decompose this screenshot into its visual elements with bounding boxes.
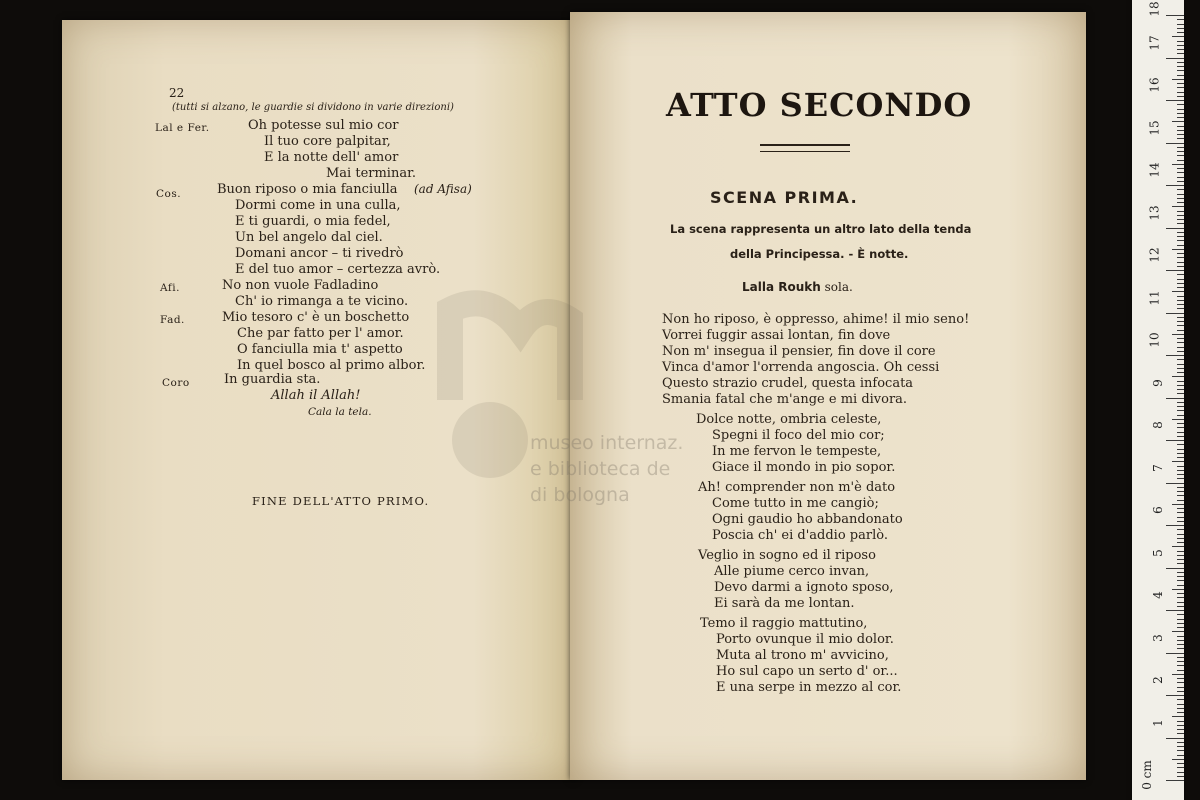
ruler-label: 8 [1151,421,1166,429]
ruler-label: 2 [1151,676,1166,684]
verse-line: Il tuo core palpitar, [264,134,391,149]
verse-line: Mai terminar. [326,166,417,181]
verse-line: No non vuole Fadladino [222,278,379,293]
verse-line: Alle piume cerco invan, [714,564,870,579]
ruler-tick [1177,321,1184,322]
page-number: 22 [169,86,185,100]
ruler-tick [1177,563,1184,564]
ruler-tick [1177,325,1184,326]
ruler-tick [1177,317,1184,318]
ruler-tick [1177,160,1184,161]
ruler-tick [1177,687,1184,688]
ruler-tick [1172,249,1184,250]
ruler-tick [1177,351,1184,352]
ruler-tick [1172,589,1184,590]
ruler-tick [1177,19,1184,20]
watermark-text: e biblioteca de [530,458,671,480]
ruler-tick [1177,338,1184,339]
ruler-tick [1177,109,1184,110]
ruler-tick [1177,53,1184,54]
ruler-tick [1177,478,1184,479]
ruler-tick [1177,619,1184,620]
ruler-tick [1177,262,1184,263]
ruler-tick [1177,211,1184,212]
ruler-tick [1177,96,1184,97]
ruler-tick [1172,546,1184,547]
ruler-tick [1177,202,1184,203]
ruler-tick [1166,270,1184,271]
speaker-label: Afi. [160,282,180,294]
ruler-tick [1177,487,1184,488]
ruler-tick [1172,716,1184,717]
ruler-tick [1177,534,1184,535]
ruler-tick [1177,181,1184,182]
scene-title: SCENA PRIMA. [710,188,859,207]
ruler-tick [1177,712,1184,713]
ruler-tick [1177,364,1184,365]
ruler-tick [1177,236,1184,237]
ruler-tick [1177,274,1184,275]
ruler-tick [1177,636,1184,637]
ruler-tick [1177,70,1184,71]
watermark-text: di bologna [530,484,630,506]
character-note: sola. [824,280,853,294]
ruler-tick [1177,657,1184,658]
ruler-tick [1177,453,1184,454]
ruler-tick [1177,474,1184,475]
ruler-tick [1177,296,1184,297]
ruler-tick [1177,223,1184,224]
stage-aside: (ad Afisa) [414,182,472,196]
ruler-tick [1177,279,1184,280]
measuring-ruler [1132,0,1184,800]
ruler-tick [1177,572,1184,573]
ruler-tick [1177,444,1184,445]
ruler-tick [1166,610,1184,611]
ruler-tick [1166,483,1184,484]
speaker-label: Coro [162,377,190,389]
ruler-tick [1177,665,1184,666]
ruler-tick [1172,291,1184,292]
ruler-tick [1177,767,1184,768]
ruler-tick [1177,427,1184,428]
verse-line: Porto ovunque il mio dolor. [716,632,894,647]
ruler-tick [1172,504,1184,505]
ruler-tick [1177,66,1184,67]
ruler-tick [1172,206,1184,207]
ruler-tick [1177,449,1184,450]
ruler-tick [1172,631,1184,632]
ruler-label: 18 [1147,1,1162,17]
verse-line: Non ho riposo, è oppresso, ahime! il mio seno! [662,312,970,327]
ruler-tick [1177,147,1184,148]
ruler-tick [1177,402,1184,403]
ruler-label: 13 [1147,204,1162,221]
ruler-label: 11 [1147,289,1162,306]
ruler-tick [1177,593,1184,594]
ruler-tick [1172,164,1184,165]
verse-line: Mio tesoro c' è un boschetto [222,310,410,325]
verse-line: Allah il Allah! [271,388,361,403]
ruler-tick [1177,168,1184,169]
ruler-tick [1177,708,1184,709]
ruler-tick [1166,100,1184,101]
ruler-tick [1177,393,1184,394]
verse-line: Vorrei fuggir assai lontan, fin dove [662,328,891,343]
verse-line: Dormi come in una culla, [235,198,401,213]
ruler-tick [1177,614,1184,615]
scene-description: La scena rappresenta un altro lato della tenda [670,222,972,236]
ruler-tick [1177,415,1184,416]
speaker-label: Fad. [160,314,185,326]
speaker-label: Lal e Fer. [155,122,210,134]
ruler-tick [1177,117,1184,118]
ruler-tick [1172,79,1184,80]
ruler-tick [1177,389,1184,390]
ruler-tick [1172,461,1184,462]
ruler-tick [1177,359,1184,360]
ruler-label: 12 [1147,247,1162,263]
ruler-tick [1166,525,1184,526]
ruler-label: 15 [1147,119,1162,136]
ruler-tick [1177,521,1184,522]
right-page [570,12,1086,780]
ruler-tick [1177,372,1184,373]
ruler-tick [1166,313,1184,314]
verse-line: E la notte dell' amor [264,150,399,165]
scene-description: della Principessa. - È notte. [730,247,909,261]
ruler-tick [1177,304,1184,305]
ruler-tick [1177,49,1184,50]
ruler-tick [1166,738,1184,739]
verse-line: Questo strazio crudel, questa infocata [662,376,914,391]
ruler-tick [1177,104,1184,105]
watermark-text: museo internaz. [530,432,684,454]
ruler-tick [1177,87,1184,88]
ruler-tick [1177,330,1184,331]
ruler-tick [1166,653,1184,654]
verse-line: Smania fatal che m'ange e mi divora. [662,392,908,407]
ruler-tick [1177,198,1184,199]
ruler-label: 4 [1151,591,1166,599]
ruler-tick [1177,257,1184,258]
ruler-tick [1166,695,1184,696]
ruler-tick [1177,385,1184,386]
ruler-tick [1177,495,1184,496]
ruler-tick [1177,517,1184,518]
ruler-tick [1166,228,1184,229]
ruler-tick [1177,491,1184,492]
ruler-tick [1177,342,1184,343]
ruler-tick [1177,538,1184,539]
ruler-label: 16 [1147,77,1162,93]
ruler-tick [1177,699,1184,700]
ruler-tick [1177,661,1184,662]
verse-line: E del tuo amor – certezza avrò. [235,262,441,277]
verse-line: Giace il mondo in pio sopor. [712,460,896,475]
ruler-tick [1177,500,1184,501]
verse-line: Domani ancor – ti rivedrò [235,246,404,261]
ruler-tick [1177,555,1184,556]
verse-line: Dolce notte, ombria celeste, [696,412,882,427]
ruler-label: 5 [1151,548,1166,557]
stage-direction: (tutti si alzano, le guardie si dividono in varie direzioni) [172,102,454,113]
ruler-tick [1172,334,1184,335]
ruler-tick [1177,682,1184,683]
ruler-tick [1172,674,1184,675]
ruler-tick [1177,729,1184,730]
ruler-tick [1177,41,1184,42]
ruler-tick [1177,406,1184,407]
ruler-tick [1166,143,1184,144]
ruler-tick [1172,759,1184,760]
ruler-label: 17 [1147,34,1162,51]
ruler-tick [1177,704,1184,705]
ruler-tick [1177,678,1184,679]
ruler-tick [1177,585,1184,586]
ruler-tick [1177,28,1184,29]
ruler-tick [1177,470,1184,471]
ruler-tick [1177,627,1184,628]
ruler-tick [1177,606,1184,607]
ruler-tick [1177,410,1184,411]
ruler-tick [1177,283,1184,284]
ruler-tick [1177,151,1184,152]
character-name: Lalla Roukh [742,280,821,294]
verse-line: Ho sul capo un serto d' or... [716,664,898,679]
ruler-tick [1177,670,1184,671]
ruler-tick [1166,440,1184,441]
ruler-tick [1177,155,1184,156]
verse-line: Temo il raggio mattutino, [700,616,868,631]
ruler-tick [1172,121,1184,122]
ruler-tick [1177,746,1184,747]
ruler-tick [1177,194,1184,195]
verse-line: Buon riposo o mia fanciulla [217,182,398,197]
ruler-tick [1177,138,1184,139]
ruler-tick [1177,62,1184,63]
ruler-tick [1177,576,1184,577]
ruler-tick [1177,24,1184,25]
ruler-label: 1 [1151,718,1166,727]
ruler-tick [1166,185,1184,186]
ruler-tick [1177,300,1184,301]
ruler-tick [1177,113,1184,114]
ruler-tick [1177,691,1184,692]
ruler-tick [1177,644,1184,645]
ruler-label: 0 cm [1140,760,1155,790]
ruler-tick [1177,347,1184,348]
verse-line: Ah! comprender non m'è dato [698,480,896,495]
ruler-tick [1177,457,1184,458]
ruler-tick [1177,240,1184,241]
ruler-tick [1177,772,1184,773]
ruler-tick [1177,742,1184,743]
verse-line: E una serpe in mezzo al cor. [716,680,902,695]
ruler-tick [1172,419,1184,420]
ruler-tick [1172,36,1184,37]
speaker-label: Cos. [156,188,182,200]
ruler-tick [1177,733,1184,734]
ruler-tick [1177,423,1184,424]
verse-line: Ch' io rimanga a te vicino. [235,294,409,309]
ruler-tick [1177,512,1184,513]
ruler-tick [1177,368,1184,369]
ruler-tick [1166,15,1184,16]
verse-line: Un bel angelo dal ciel. [235,230,383,245]
act-title: ATTO SECONDO [666,86,973,124]
ruler-tick [1177,308,1184,309]
ruler-tick [1177,177,1184,178]
ruler-label: 14 [1147,162,1162,178]
ruler-tick [1177,508,1184,509]
ruler-label: 6 [1151,506,1166,514]
ruler-tick [1166,398,1184,399]
verse-line: In quel bosco al primo albor. [237,358,426,373]
ruler-tick [1177,559,1184,560]
ruler-tick [1177,529,1184,530]
verse-line: Come tutto in me cangiò; [712,496,879,511]
left-page [62,20,576,780]
ruler-tick [1166,780,1184,781]
ruler-tick [1177,597,1184,598]
ruler-tick [1177,232,1184,233]
ruler-label: 7 [1151,463,1166,472]
ruler-tick [1177,381,1184,382]
ruler-tick [1177,542,1184,543]
verse-line: In me fervon le tempeste, [712,444,882,459]
ruler-tick [1177,432,1184,433]
ruler-tick [1177,648,1184,649]
ruler-tick [1177,763,1184,764]
verse-line: Devo darmi a ignoto sposo, [714,580,894,595]
verse-line: Ei sarà da me lontan. [714,596,855,611]
verse-line: Che par fatto per l' amor. [237,326,404,341]
verse-line: Veglio in sogno ed il riposo [698,548,876,563]
ruler-tick [1177,266,1184,267]
verse-line: In guardia sta. [224,372,321,387]
verse-line: Spegni il foco del mio cor; [712,428,885,443]
ruler-tick [1177,287,1184,288]
ruler-tick [1177,750,1184,751]
verse-line: Oh potesse sul mio cor [248,118,399,133]
verse-line: Ogni gaudio ho abbandonato [712,512,903,527]
ruler-tick [1177,134,1184,135]
ruler-tick [1166,568,1184,569]
ruler-tick [1177,640,1184,641]
ruler-tick [1172,376,1184,377]
end-of-act: FINE DELL'ATTO PRIMO. [252,494,430,508]
title-rule [760,144,850,152]
ruler-tick [1177,253,1184,254]
ruler-tick [1177,755,1184,756]
ruler-tick [1177,75,1184,76]
ruler-tick [1177,721,1184,722]
verse-line: Poscia ch' ei d'addio parlò. [712,528,888,543]
verse-line: Vinca d'amor l'orrenda angoscia. Oh cessi [662,360,940,375]
ruler-tick [1177,602,1184,603]
ruler-tick [1177,32,1184,33]
verse-line: Non m' insegua il pensier, fin dove il core [662,344,936,359]
ruler-tick [1177,776,1184,777]
ruler-label: 10 [1147,332,1162,348]
character-line [742,280,853,294]
verse-line: Muta al trono m' avvicino, [716,648,889,663]
ruler-tick [1177,83,1184,84]
ruler-tick [1177,466,1184,467]
ruler-label: 3 [1151,633,1166,642]
ruler-tick [1177,126,1184,127]
ruler-tick [1177,189,1184,190]
ruler-tick [1177,551,1184,552]
verse-line: O fanciulla mia t' aspetto [237,342,403,357]
ruler-tick [1166,355,1184,356]
ruler-tick [1177,215,1184,216]
ruler-tick [1177,725,1184,726]
ruler-tick [1166,58,1184,59]
ruler-tick [1177,219,1184,220]
ruler-tick [1177,45,1184,46]
ruler-label: 9 [1151,378,1166,387]
ruler-tick [1177,245,1184,246]
ruler-tick [1177,130,1184,131]
ruler-tick [1177,172,1184,173]
ruler-tick [1177,436,1184,437]
ruler-tick [1177,580,1184,581]
ruler-tick [1177,92,1184,93]
stage-direction: Cala la tela. [308,406,372,418]
ruler-tick [1177,623,1184,624]
verse-line: E ti guardi, o mia fedel, [235,214,391,229]
